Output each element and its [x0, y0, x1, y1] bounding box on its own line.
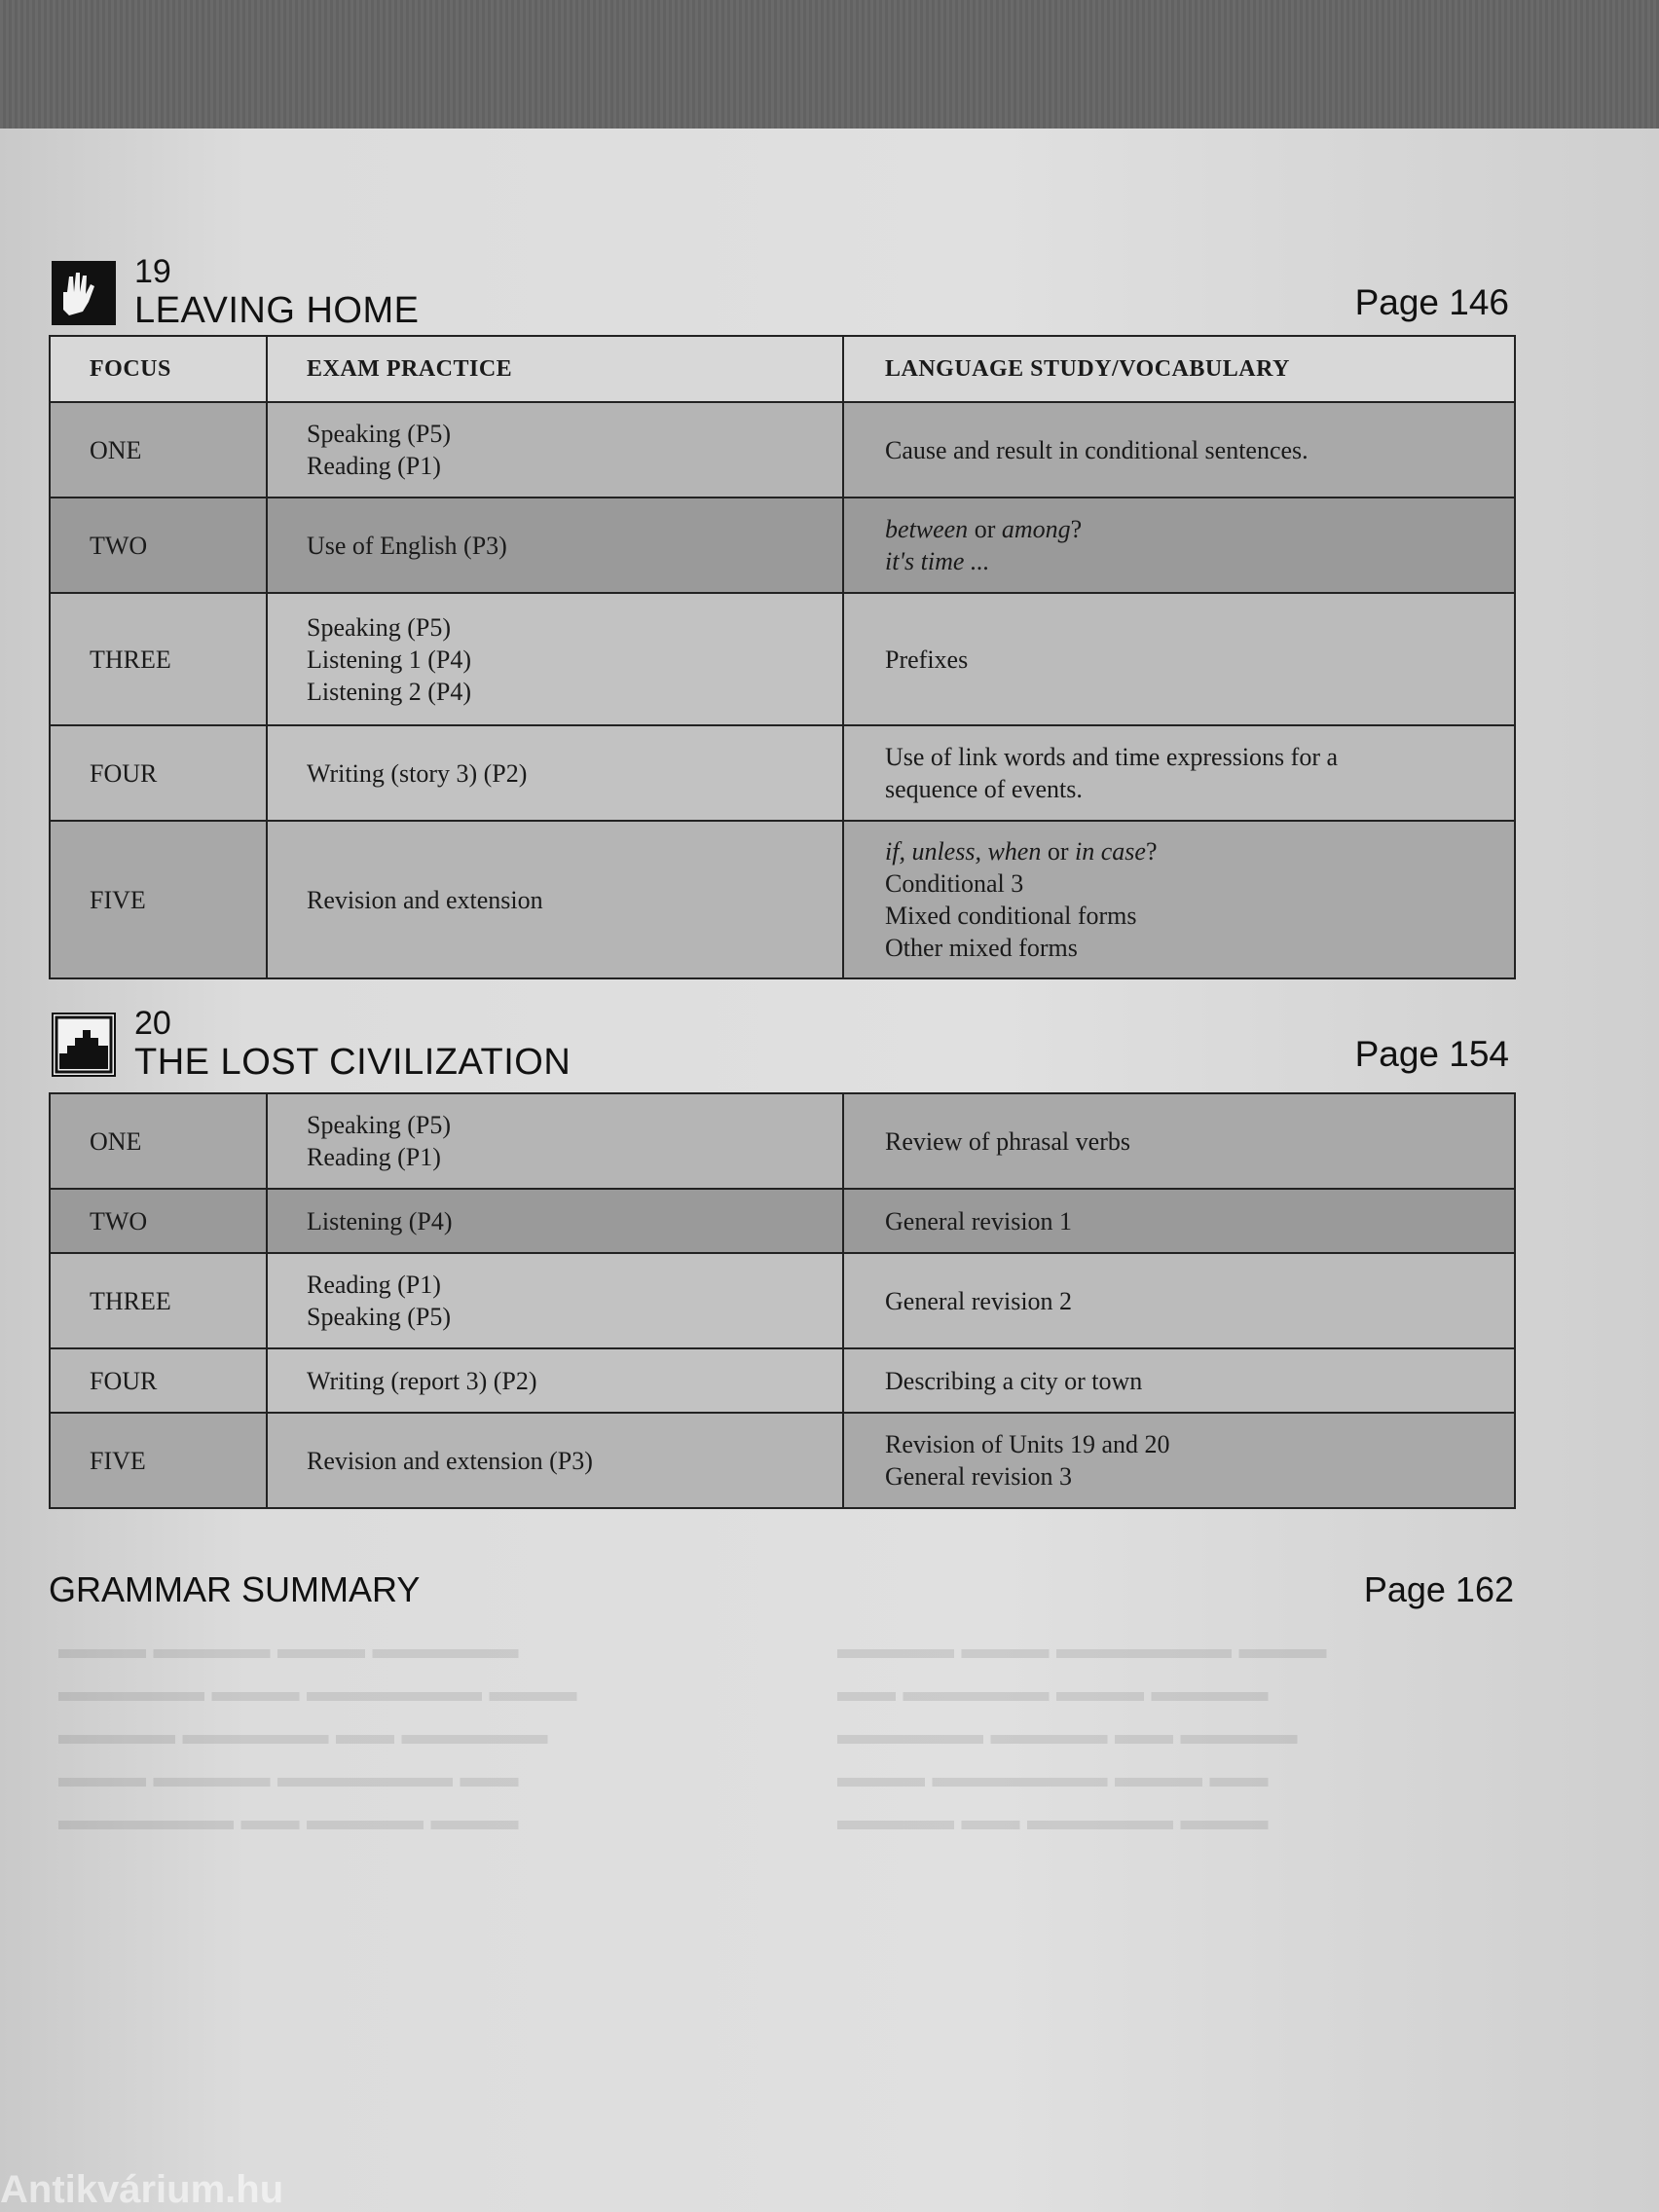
table-row	[50, 402, 1515, 498]
language-study-item: Conditional 3	[885, 869, 1024, 898]
book-page	[0, 129, 1659, 2212]
exam-practice-item: Writing (story 3) (P2)	[307, 758, 528, 788]
focus-cell: FIVE	[50, 821, 267, 978]
focus-column-header: FOCUS	[50, 336, 267, 402]
focus-cell: FOUR	[50, 1348, 267, 1413]
exam-practice-cell	[267, 725, 843, 821]
exam-practice-item: Reading (P1)	[307, 1143, 441, 1171]
exam-practice-item: Writing (report 3) (P2)	[307, 1366, 537, 1395]
table-row	[50, 1189, 1515, 1253]
unit-20-header	[49, 1005, 1509, 1092]
grammar-summary-page: Page 162	[1363, 1569, 1514, 1609]
unit-title: LEAVING HOME	[134, 290, 420, 331]
language-study-item: between or among?	[885, 515, 1083, 543]
exam-practice-item: Speaking (P5)	[307, 612, 452, 642]
focus-cell: THREE	[50, 593, 267, 725]
exam-practice-item: Revision and extension (P3)	[307, 1446, 593, 1475]
grammar-summary-title: GRAMMAR SUMMARY	[49, 1569, 421, 1609]
language-study-item: sequence of events.	[885, 775, 1083, 803]
show-through-text-left: ▬▬▬ ▬▬▬▬ ▬▬▬ ▬▬▬▬▬ ▬▬▬▬▬ ▬▬▬ ▬▬▬▬▬▬ ▬▬▬ ▬▬▬▬ ▬▬▬▬▬ ▬▬ ▬▬▬▬▬ ▬▬▬ ▬▬▬▬ ▬▬▬▬▬▬ ▬▬ ▬▬▬▬▬▬ ▬▬ ▬▬▬▬ ▬▬▬	[58, 1633, 577, 1836]
table-row	[50, 1093, 1515, 1189]
exam-practice-item: Speaking (P5)	[307, 420, 452, 448]
exam-practice-item: Reading (P1)	[307, 452, 441, 480]
language-study-item: Mixed conditional forms	[885, 902, 1137, 930]
background-fabric	[0, 0, 1659, 141]
unit-page-number: Page 146	[1354, 282, 1509, 322]
exam-practice-item: Listening 1 (P4)	[307, 645, 471, 674]
hand-icon	[52, 261, 116, 325]
focus-cell: FIVE	[50, 1413, 267, 1508]
language-study-item: General revision 1	[885, 1206, 1073, 1235]
table-row	[50, 1413, 1515, 1508]
language-study-item: Cause and result in conditional sentences.	[885, 435, 1309, 464]
language-study-cell	[843, 821, 1515, 978]
language-study-item: if, unless, when or in case?	[885, 837, 1158, 866]
exam-practice-item: Listening (P4)	[307, 1206, 453, 1235]
exam-practice-cell	[267, 1413, 843, 1508]
exam-practice-cell	[267, 821, 843, 978]
unit-page-number: Page 154	[1354, 1034, 1509, 1074]
exam-practice-item: Speaking (P5)	[307, 1303, 452, 1331]
exam-practice-cell	[267, 498, 843, 593]
language-study-cell	[843, 402, 1515, 498]
language-study-cell	[843, 1253, 1515, 1348]
steps-icon	[52, 1013, 116, 1077]
language-study-item: General revision 3	[885, 1462, 1073, 1491]
unit-19-table	[49, 335, 1516, 979]
language-study-cell	[843, 1093, 1515, 1189]
exam-practice-item: Speaking (P5)	[307, 1111, 452, 1139]
language-study-item: Review of phrasal verbs	[885, 1126, 1130, 1156]
focus-cell: FOUR	[50, 725, 267, 821]
language-study-item: it's time ...	[885, 547, 990, 575]
unit-20-table	[49, 1092, 1516, 1509]
language-study-cell	[843, 1348, 1515, 1413]
unit-number: 20	[134, 1005, 171, 1042]
table-header-row	[50, 336, 1515, 402]
table-row	[50, 1348, 1515, 1413]
table-row	[50, 821, 1515, 978]
exam-practice-item: Use of English (P3)	[307, 531, 507, 560]
watermark: Antikvárium.hu	[0, 2168, 284, 2211]
exam-practice-cell	[267, 593, 843, 725]
focus-cell: TWO	[50, 1189, 267, 1253]
unit-19-header	[49, 253, 1509, 341]
focus-cell: TWO	[50, 498, 267, 593]
focus-cell: ONE	[50, 1093, 267, 1189]
unit-number: 19	[134, 253, 171, 290]
language-study-cell	[843, 725, 1515, 821]
exam-practice-cell	[267, 1093, 843, 1189]
focus-cell: THREE	[50, 1253, 267, 1348]
show-through-text-right: ▬▬▬▬ ▬▬▬ ▬▬▬▬▬▬ ▬▬▬ ▬▬ ▬▬▬▬▬ ▬▬▬ ▬▬▬▬ ▬▬▬▬▬ ▬▬▬▬ ▬▬ ▬▬▬▬ ▬▬▬ ▬▬▬▬▬▬ ▬▬▬ ▬▬ ▬▬▬▬ ▬▬ ▬▬▬▬▬ ▬▬▬	[837, 1633, 1327, 1836]
exam-practice-cell	[267, 1253, 843, 1348]
table-row	[50, 593, 1515, 725]
language-study-cell	[843, 498, 1515, 593]
exam-practice-item: Reading (P1)	[307, 1271, 441, 1299]
table-row	[50, 725, 1515, 821]
exam-practice-item: Listening 2 (P4)	[307, 677, 471, 706]
table-row	[50, 1253, 1515, 1348]
exam-practice-item: Revision and extension	[307, 885, 543, 914]
unit-title: THE LOST CIVILIZATION	[134, 1042, 571, 1083]
language-study-item: General revision 2	[885, 1286, 1073, 1315]
exam-practice-cell	[267, 1348, 843, 1413]
focus-cell: ONE	[50, 402, 267, 498]
language-study-item: Other mixed forms	[885, 934, 1078, 962]
language-study-cell	[843, 1189, 1515, 1253]
language-study-item: Use of link words and time expressions for a	[885, 743, 1339, 771]
language-study-column-header: LANGUAGE STUDY/VOCABULARY	[843, 336, 1515, 402]
exam-practice-column-header: EXAM PRACTICE	[267, 336, 843, 402]
language-study-item: Describing a city or town	[885, 1366, 1143, 1395]
exam-practice-cell	[267, 1189, 843, 1253]
language-study-cell	[843, 1413, 1515, 1508]
language-study-item: Revision of Units 19 and 20	[885, 1430, 1170, 1458]
grammar-summary-heading	[49, 1569, 1514, 1618]
language-study-item: Prefixes	[885, 645, 969, 674]
table-row	[50, 498, 1515, 593]
language-study-cell	[843, 593, 1515, 725]
exam-practice-cell	[267, 402, 843, 498]
